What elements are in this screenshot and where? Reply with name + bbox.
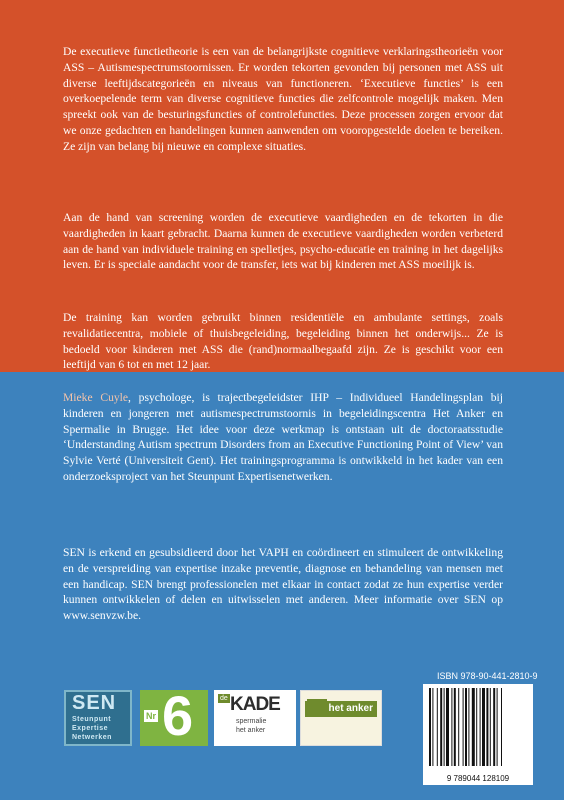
barcode-stripe xyxy=(458,688,459,766)
barcode-stripe xyxy=(490,688,491,766)
kade-de: de xyxy=(220,695,228,702)
barcode xyxy=(423,684,533,774)
sen-logo xyxy=(64,690,132,746)
kade-name: KADE xyxy=(230,694,280,715)
barcode-stripe xyxy=(476,688,477,766)
sen-logo-line: Expertise xyxy=(72,725,109,732)
author-name: Mieke Cuyle xyxy=(63,391,129,404)
barcode-stripe xyxy=(451,688,452,766)
barcode-stripe xyxy=(501,688,502,766)
training-paragraph: De training kan worden gebruikt binnen residentiële en ambulante settings, zoals revalidatiecentra, mobiele of thuisbegeleiding, begeleiding binnen het onderwijs... Ze is bedoeld voor kinderen met ASS die (rand)normaalbegaafd zijn. Ze is geschikt voor een leeftijd van 6 tot en met 12 jaar. xyxy=(63,311,503,372)
isbn-label: ISBN 978-90-441-2810-9 xyxy=(437,671,538,681)
sen-paragraph: SEN is erkend en gesubsidieerd door het VAPH en coördineert en stimuleert de ontwikkeling en de verspreiding van expertise inzake preventie, diagnose en behandeling van mensen met een handicap. SEN brengt professionelen met elkaar in contact zodat ze hun expertise verder kunnen ontwikkelen of delen en uitwisselen met anderen. Meer informatie over SEN op www.senvzw.be. xyxy=(63,546,503,623)
barcode-bars xyxy=(429,688,527,766)
kade-sub: het anker xyxy=(236,727,266,734)
anker-name: het anker xyxy=(305,701,377,717)
intro-paragraph: De executieve functietheorie is een van de belangrijkste cognitieve verklaringstheorieën voor ASS – Autismespectrumstoornissen. Er worden tekorten gevonden bij personen met ASS uit diverse leeftijdscategorieën en niveaus van functioneren. ‘Executieve functies’ is een overkoepelende term van diverse cognitieve functies die zelfcontrole mogelijk maken. Men spreekt ook van de besturingsfuncties of controlefuncties. Deze processen zorgen ervoor dat we onze gedachten en handelingen kunnen aanwenden om vooropgestelde doelen te bereiken. Ze zijn van belang bij nieuwe en complexe situaties. xyxy=(63,45,503,153)
barcode-number: 9 789044 128109 xyxy=(423,772,533,785)
barcode-stripe xyxy=(432,688,433,766)
barcode-stripe xyxy=(444,688,445,766)
barcode-stripe xyxy=(437,688,438,766)
barcode-stripe xyxy=(482,688,485,766)
nr-label: Nr xyxy=(146,711,157,721)
barcode-stripe xyxy=(463,688,464,766)
barcode-stripe xyxy=(486,688,488,766)
barcode-stripe xyxy=(446,688,449,766)
barcode-stripe xyxy=(465,688,467,766)
barcode-stripe xyxy=(468,688,469,766)
barcode-stripe xyxy=(497,688,498,766)
barcode-stripe xyxy=(493,688,495,766)
barcode-stripe xyxy=(472,688,475,766)
barcode-stripe xyxy=(429,688,431,766)
kade-logo xyxy=(214,690,296,746)
sen-logo-line: Netwerken xyxy=(72,734,112,741)
anchor-icon xyxy=(307,699,327,715)
author-bio: , psychologe, is trajectbegeleidster IHP – Individueel Handelingsplan bij kinderen en jongeren met autismespectrumstoornis in begeleidingscentra Het Anker en Spermalie in Brugge. Het idee voor deze werkmap is ontstaan uit de doctoraatsstudie ‘Understanding Autism spectrum Disorders from an Executive Functioning Point of View’ van Sylvie Verté (Universiteit Gent). Het trainingsprogramma is ontwikkeld in het kader van een onderzoeksproject van het Steunpunt Expertisenetwerken. xyxy=(63,391,503,483)
sen-logo-line: Steunpunt xyxy=(72,716,112,723)
barcode-stripe xyxy=(480,688,481,766)
screening-paragraph: Aan de hand van screening worden de executieve vaardigheden en de tekorten in die vaardigheden in kaart gebracht. Daarna kunnen de executieve vaardigheden worden verbeterd aan de hand van individuele training en spelletjes, psycho-educatie en training in het dagelijks leven. Er is speciale aandacht voor de transfer, iets wat bij kinderen met ASS moeilijk is. xyxy=(63,211,503,272)
number-six: 6 xyxy=(162,684,194,747)
sen-logo-big: SEN xyxy=(72,692,117,714)
author-paragraph xyxy=(63,390,503,485)
barcode-stripe xyxy=(440,688,442,766)
nr6-logo xyxy=(140,684,208,747)
anker-logo xyxy=(300,690,382,746)
barcode-stripe xyxy=(454,688,456,766)
kade-sub: spermalie xyxy=(236,718,267,725)
